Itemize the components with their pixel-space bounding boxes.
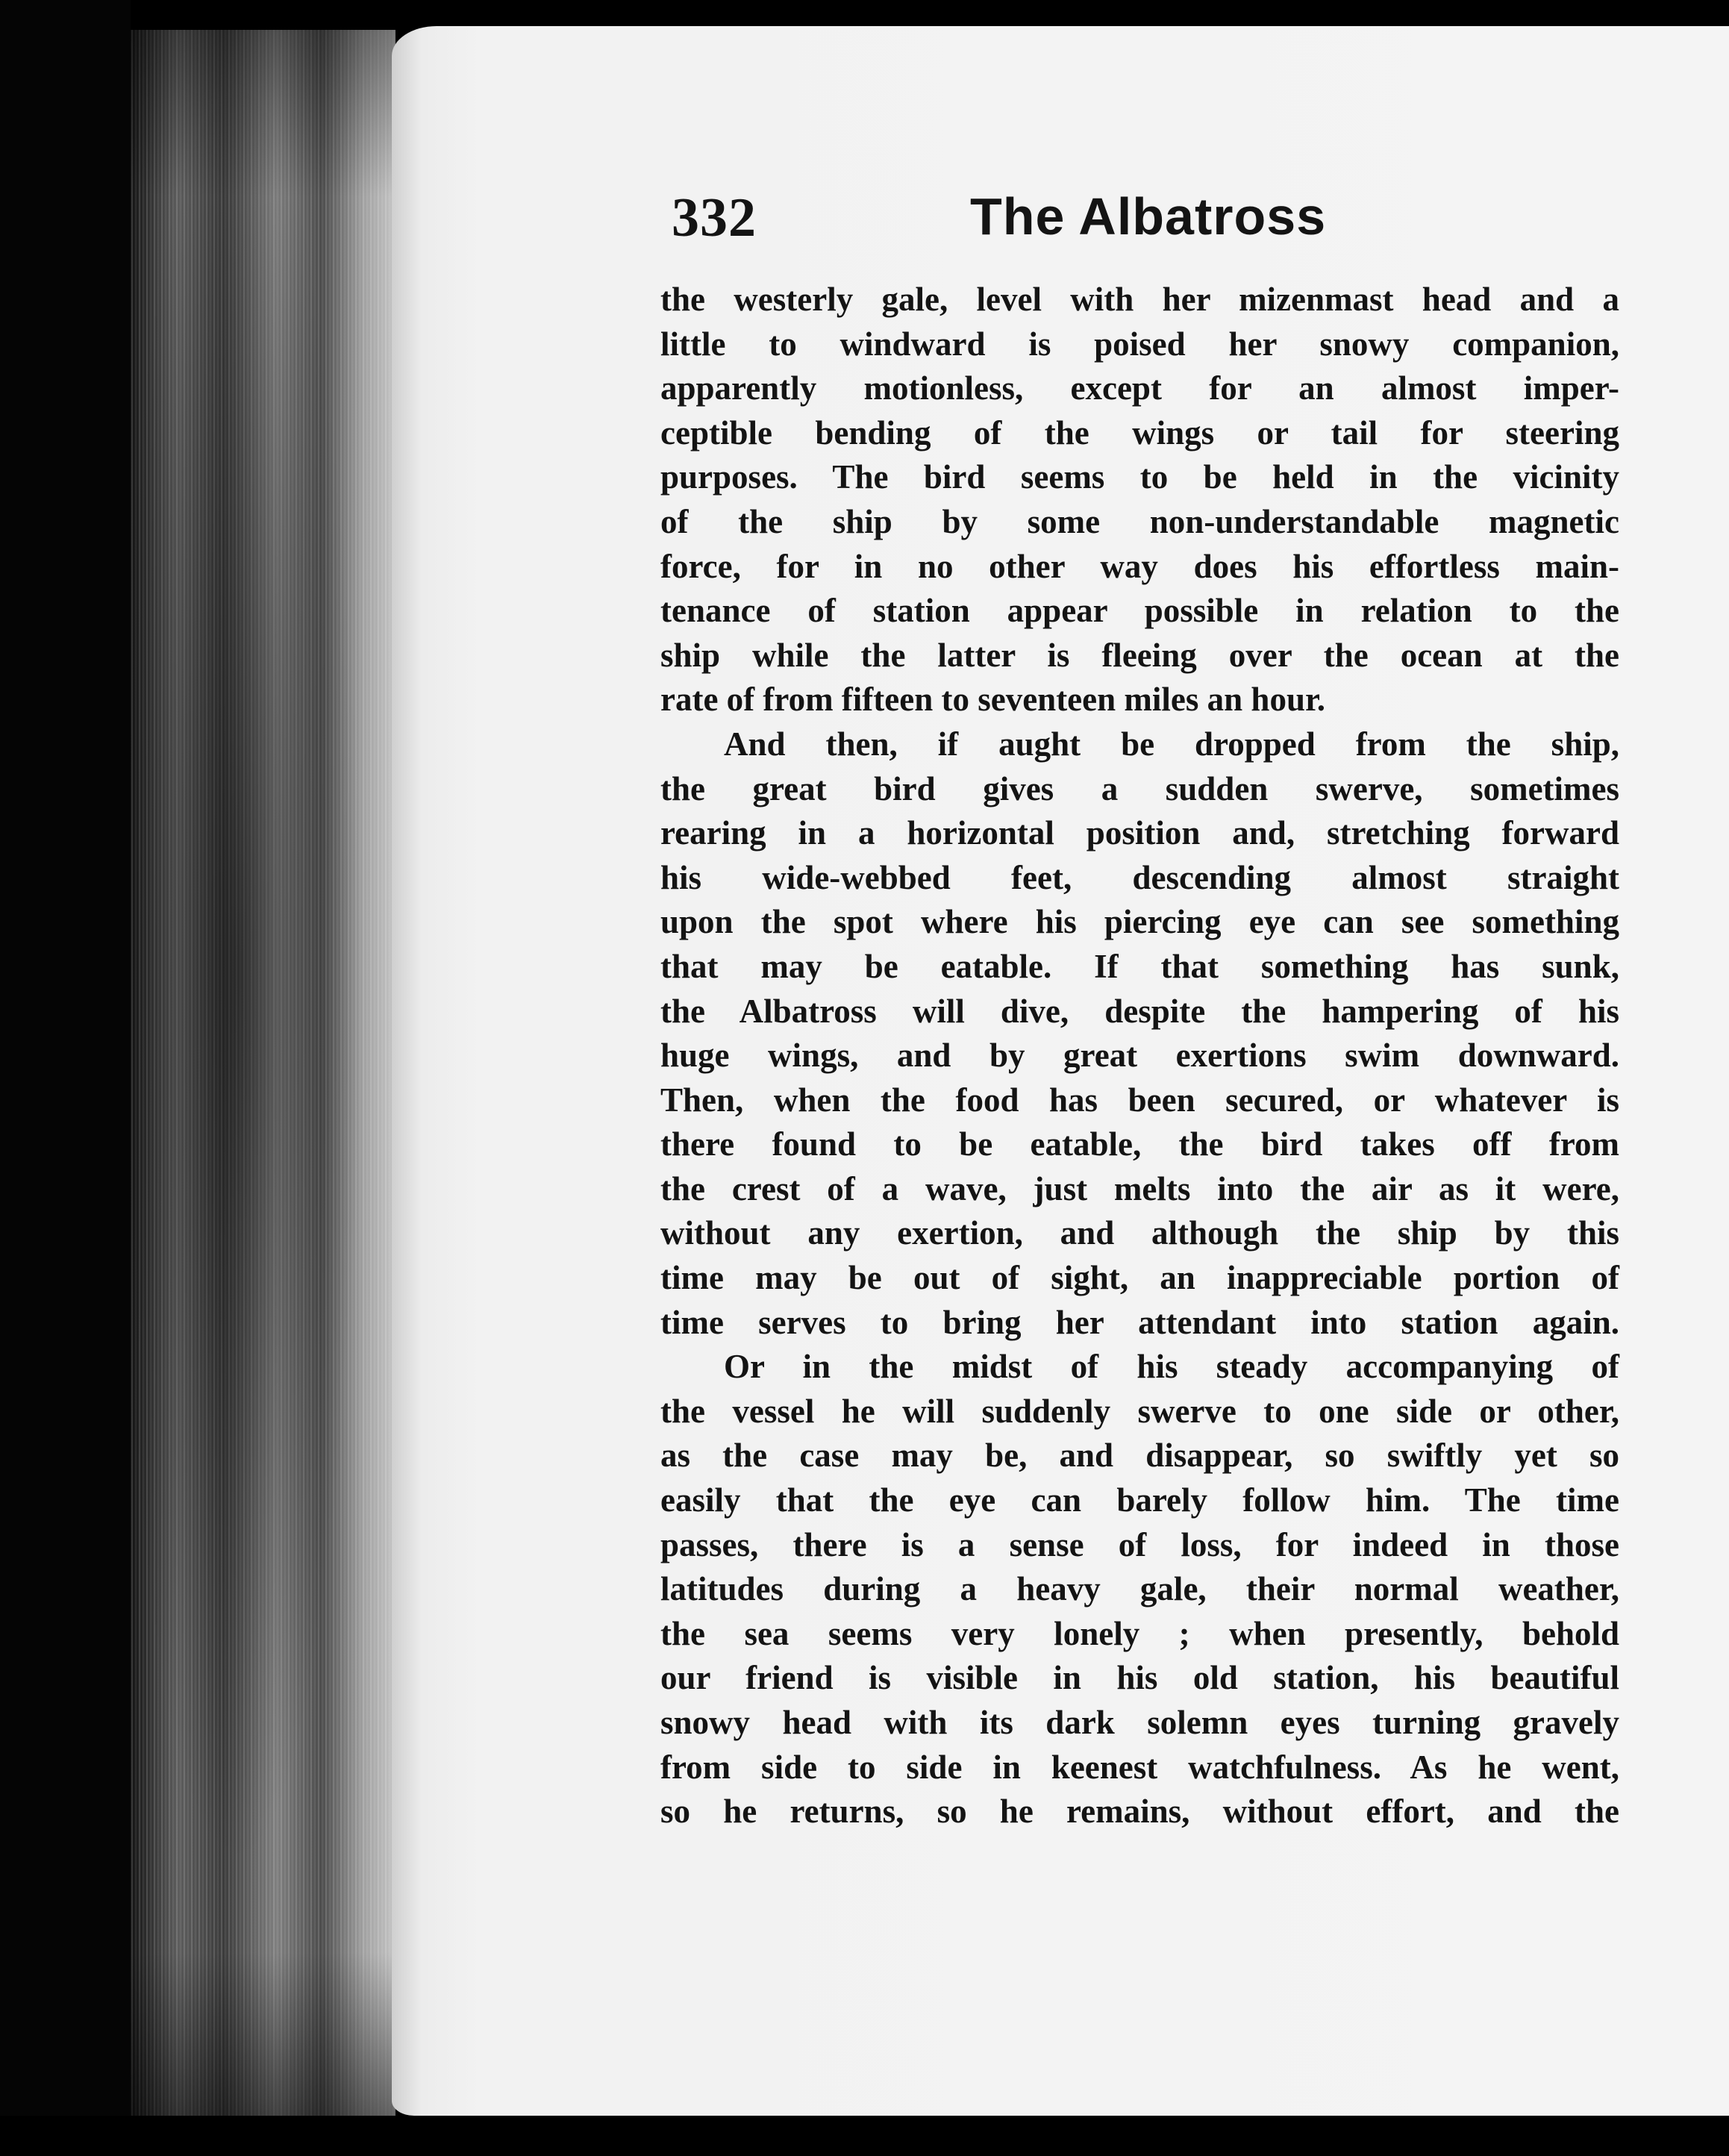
- text-line: apparently motionless, except for an almost imper-: [660, 369, 1619, 407]
- scan-bottom-margin: [0, 2116, 1729, 2156]
- text-line: snowy head with its dark solemn eyes turning gravely: [660, 1704, 1619, 1741]
- text-line: the great bird gives a sudden swerve, sometimes: [660, 769, 1619, 807]
- text-line: little to windward is poised her snowy companion,: [660, 325, 1619, 363]
- text-line: huge wings, and by great exertions swim downward.: [660, 1037, 1619, 1075]
- text-line: ship while the latter is fleeing over the ocean at the: [660, 636, 1619, 674]
- page-edges-shadow: [131, 30, 395, 2119]
- text-line: so he returns, so he remains, without effort, and the: [660, 1793, 1619, 1831]
- text-line: upon the spot where his piercing eye can see something: [660, 903, 1619, 941]
- text-line: that may be eatable. If that something has sunk,: [660, 947, 1619, 985]
- text-line: as the case may be, and disappear, so swiftly yet so: [660, 1437, 1619, 1475]
- text-line: of the ship by some non-understandable magnetic: [660, 502, 1619, 540]
- scan-left-margin: [0, 0, 131, 2156]
- text-line: And then, if aught be dropped from the ship,: [724, 725, 1619, 763]
- text-line: purposes. The bird seems to be held in the vicinity: [660, 458, 1619, 496]
- text-line: rate of from fifteen to seventeen miles an hour.: [660, 681, 1326, 719]
- text-line: without any exertion, and although the ship by this: [660, 1214, 1619, 1252]
- text-line: passes, there is a sense of loss, for indeed in those: [660, 1525, 1619, 1563]
- text-line: Then, when the food has been secured, or whatever is: [660, 1081, 1619, 1119]
- text-line: the Albatross will dive, despite the hampering of his: [660, 992, 1619, 1030]
- text-line: force, for in no other way does his effortless main-: [660, 547, 1619, 585]
- text-line: ceptible bending of the wings or tail for steering: [660, 413, 1619, 451]
- text-line: time serves to bring her attendant into station again.: [660, 1303, 1619, 1341]
- text-line: his wide-webbed feet, descending almost straight: [660, 858, 1619, 896]
- body-text: [660, 278, 1619, 1834]
- text-line: the vessel he will suddenly swerve to one side or other,: [660, 1392, 1619, 1430]
- text-line: the crest of a wave, just melts into the air as it were,: [660, 1169, 1619, 1207]
- text-line: the sea seems very lonely ; when presently, behold: [660, 1614, 1619, 1652]
- text-line: latitudes during a heavy gale, their normal weather,: [660, 1570, 1619, 1608]
- text-line: there found to be eatable, the bird takes off from: [660, 1125, 1619, 1163]
- text-line: time may be out of sight, an inappreciable portion of: [660, 1259, 1619, 1297]
- running-head: [672, 187, 1418, 269]
- text-line: rearing in a horizontal position and, stretching forward: [660, 814, 1619, 852]
- text-line: tenance of station appear possible in relation to the: [660, 592, 1619, 630]
- text-line: easily that the eye can barely follow him. The time: [660, 1481, 1619, 1519]
- page-title: The Albatross: [970, 187, 1327, 246]
- text-line: the westerly gale, level with her mizenmast head and a: [660, 281, 1619, 318]
- text-line: Or in the midst of his steady accompanying of: [724, 1348, 1619, 1386]
- text-line: from side to side in keenest watchfulness. As he went,: [660, 1748, 1619, 1786]
- text-line: our friend is visible in his old station, his beautiful: [660, 1659, 1619, 1697]
- page-number: 332: [672, 187, 757, 249]
